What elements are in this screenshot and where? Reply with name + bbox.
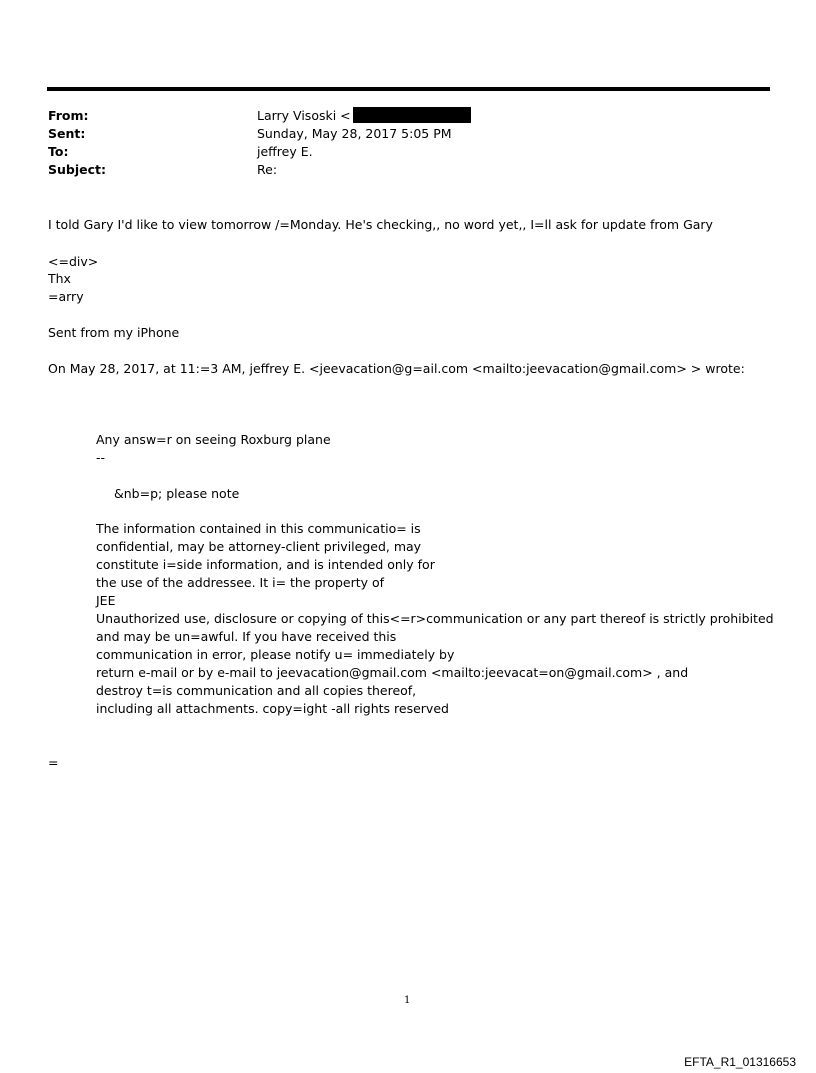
sent-value: Sunday, May 28, 2017 5:05 PM [257, 126, 452, 141]
disclaimer-line: communication in error, please notify u= immediately by [96, 647, 455, 662]
to-value: jeffrey E. [257, 144, 313, 159]
quote-question: Any answ=r on seeing Roxburg plane [96, 432, 331, 447]
body-div-tag: <=div> [48, 254, 99, 269]
quote-please-note: &nb=p; please note [114, 486, 240, 501]
document-id: EFTA_R1_01316653 [684, 1055, 796, 1069]
body-thx: Thx [48, 271, 71, 286]
trailing-equals: = [48, 755, 59, 770]
quote-dashes: -- [96, 450, 106, 465]
disclaimer-line: and may be un=awful. If you have received this [96, 629, 397, 644]
subject-value: Re: [257, 162, 278, 177]
header-rule [47, 87, 770, 91]
disclaimer-line: including all attachments. copy=ight -all rights reserved [96, 701, 449, 716]
disclaimer-line: The information contained in this communicatio= is [96, 521, 421, 536]
sent-label: Sent: [48, 126, 86, 141]
page-number: 1 [404, 995, 411, 1006]
to-label: To: [48, 144, 69, 159]
body-line-1: I told Gary I'd like to view tomorrow /=Monday. He's checking,, no word yet,, I=ll ask for update from Gary [48, 217, 713, 232]
from-value [257, 107, 471, 125]
body-on-wrote: On May 28, 2017, at 11:=3 AM, jeffrey E. <jeevacation@g=ail.com <mailto:jeevacation@gmail.com> > wrote: [48, 361, 745, 376]
disclaimer-line: confidential, may be attorney-client privileged, may [96, 539, 422, 554]
body-signature: =arry [48, 289, 84, 304]
redaction-block [353, 107, 471, 123]
disclaimer-line: JEE [96, 593, 116, 608]
disclaimer-line: the use of the addressee. It i= the property of [96, 575, 385, 590]
disclaimer-line: constitute i=side information, and is intended only for [96, 557, 435, 572]
subject-label: Subject: [48, 162, 106, 177]
body-sent-from: Sent from my iPhone [48, 325, 180, 340]
disclaimer-line: return e-mail or by e-mail to jeevacation@gmail.com <mailto:jeevacat=on@gmail.com> , and [96, 665, 689, 680]
from-name: Larry Visoski < [257, 108, 351, 123]
disclaimer-line: destroy t=is communication and all copies thereof, [96, 683, 417, 698]
disclaimer-line: Unauthorized use, disclosure or copying of this<=r>communication or any part thereof is strictly prohibited [96, 611, 774, 626]
disclaimer-block [96, 520, 774, 718]
from-label: From: [48, 108, 89, 123]
